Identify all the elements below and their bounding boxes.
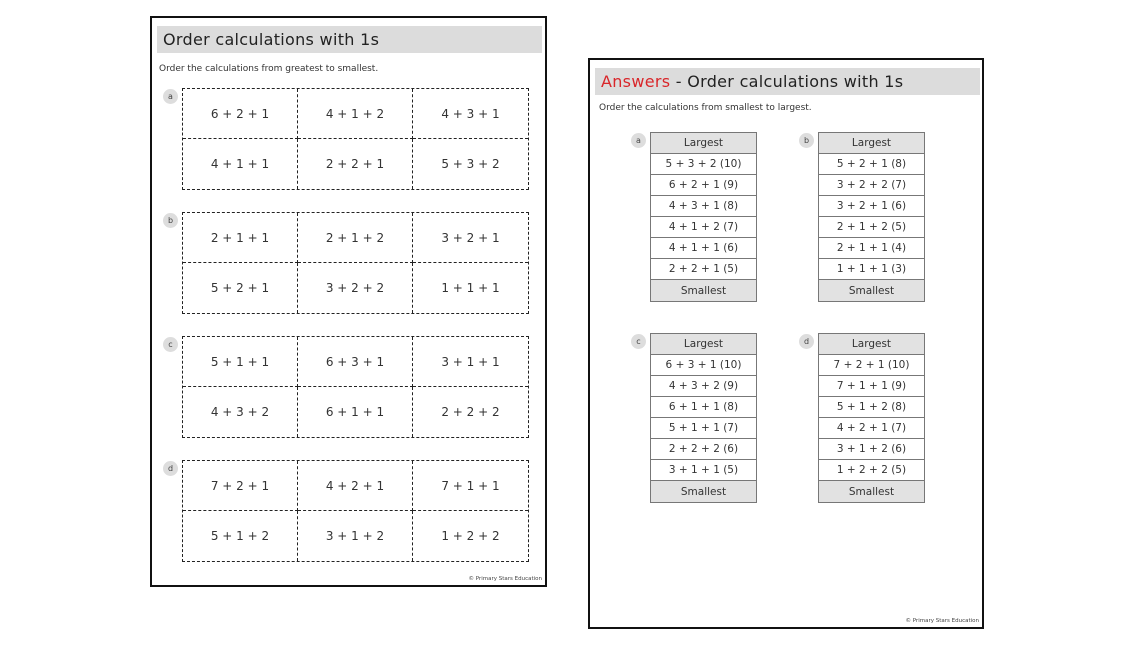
answer-row: 6 + 1 + 1 (8) [651, 397, 756, 418]
answer-label: a [631, 133, 646, 148]
answer-table [650, 333, 757, 503]
calculation-grid [182, 88, 529, 190]
worksheet-footer: © Primary Stars Education [468, 576, 542, 582]
answer-row: 2 + 1 + 2 (5) [819, 217, 924, 238]
calculation-card[interactable]: 4 + 1 + 1 [183, 139, 298, 189]
calculation-card[interactable]: 4 + 1 + 2 [298, 89, 413, 139]
answer-row: 5 + 3 + 2 (10) [651, 154, 756, 175]
worksheet-title: Order calculations with 1s [157, 26, 542, 53]
calculation-card[interactable]: 6 + 2 + 1 [183, 89, 298, 139]
calculation-grid [182, 336, 529, 438]
smallest-footer: Smallest [651, 280, 756, 301]
answers-title-prefix: Answers [601, 72, 671, 91]
calculation-card[interactable]: 1 + 2 + 2 [441, 529, 500, 543]
answer-row: 3 + 2 + 2 (7) [819, 175, 924, 196]
calculation-grid [182, 212, 529, 314]
calculation-card[interactable]: 6 + 1 + 1 [298, 387, 413, 437]
answer-row: 3 + 2 + 1 (6) [819, 196, 924, 217]
answer-row: 5 + 2 + 1 (8) [819, 154, 924, 175]
calculation-card[interactable]: 3 + 1 + 1 [413, 337, 528, 387]
answer-row: 4 + 2 + 1 (7) [819, 418, 924, 439]
calculation-card[interactable]: 2 + 1 + 1 [183, 213, 298, 263]
answer-row: 2 + 2 + 2 (6) [651, 439, 756, 460]
answer-row: 5 + 1 + 1 (7) [651, 418, 756, 439]
answer-row: 2 + 2 + 1 (5) [651, 259, 756, 280]
answer-label: c [631, 334, 646, 349]
calculation-card[interactable]: 4 + 2 + 1 [298, 461, 413, 511]
calculation-card[interactable]: 4 + 3 + 1 [413, 89, 528, 139]
answer-row: 2 + 1 + 1 (4) [819, 238, 924, 259]
question-label: a [163, 89, 178, 104]
answer-label: d [799, 334, 814, 349]
answer-row: 3 + 1 + 1 (5) [651, 460, 756, 481]
smallest-footer: Smallest [819, 280, 924, 301]
answers-page [588, 58, 984, 629]
answer-row: 7 + 2 + 1 (10) [819, 355, 924, 376]
answers-instruction: Order the calculations from smallest to largest. [599, 103, 812, 113]
answer-row: 6 + 3 + 1 (10) [651, 355, 756, 376]
calculation-card[interactable]: 3 + 1 + 2 [298, 511, 413, 561]
answer-row: 4 + 1 + 2 (7) [651, 217, 756, 238]
answer-row: 1 + 2 + 2 (5) [819, 460, 924, 481]
calculation-card[interactable]: 5 + 3 + 2 [441, 157, 500, 171]
answer-row: 4 + 1 + 1 (6) [651, 238, 756, 259]
answer-table [818, 132, 925, 302]
worksheet-page [150, 16, 547, 587]
question-label: c [163, 337, 178, 352]
answer-row: 4 + 3 + 1 (8) [651, 196, 756, 217]
calculation-card[interactable]: 3 + 2 + 1 [413, 213, 528, 263]
answer-table [650, 132, 757, 302]
calculation-card[interactable]: 2 + 2 + 2 [441, 405, 500, 419]
calculation-card[interactable]: 3 + 2 + 2 [298, 263, 413, 313]
answer-row: 7 + 1 + 1 (9) [819, 376, 924, 397]
smallest-footer: Smallest [819, 481, 924, 502]
largest-header: Largest [819, 133, 924, 154]
calculation-grid [182, 460, 529, 562]
smallest-footer: Smallest [651, 481, 756, 502]
answer-row: 3 + 1 + 2 (6) [819, 439, 924, 460]
calculation-card[interactable]: 6 + 3 + 1 [298, 337, 413, 387]
calculation-card[interactable]: 5 + 1 + 2 [183, 511, 298, 561]
calculation-card[interactable]: 7 + 2 + 1 [183, 461, 298, 511]
answer-label: b [799, 133, 814, 148]
calculation-card[interactable]: 5 + 1 + 1 [183, 337, 298, 387]
question-label: d [163, 461, 178, 476]
answers-title-rest: - Order calculations with 1s [670, 72, 904, 91]
answer-row: 6 + 2 + 1 (9) [651, 175, 756, 196]
question-label: b [163, 213, 178, 228]
largest-header: Largest [651, 133, 756, 154]
largest-header: Largest [651, 334, 756, 355]
calculation-card[interactable]: 4 + 3 + 2 [183, 387, 298, 437]
answer-row: 5 + 1 + 2 (8) [819, 397, 924, 418]
calculation-card[interactable]: 7 + 1 + 1 [413, 461, 528, 511]
answer-table [818, 333, 925, 503]
answers-footer: © Primary Stars Education [905, 618, 979, 624]
calculation-card[interactable]: 5 + 2 + 1 [183, 263, 298, 313]
calculation-card[interactable]: 2 + 2 + 1 [298, 139, 413, 189]
answer-row: 1 + 1 + 1 (3) [819, 259, 924, 280]
worksheet-instruction: Order the calculations from greatest to smallest. [159, 64, 379, 74]
answers-title [595, 68, 980, 95]
calculation-card[interactable]: 1 + 1 + 1 [441, 281, 500, 295]
largest-header: Largest [819, 334, 924, 355]
calculation-card[interactable]: 2 + 1 + 2 [298, 213, 413, 263]
answer-row: 4 + 3 + 2 (9) [651, 376, 756, 397]
